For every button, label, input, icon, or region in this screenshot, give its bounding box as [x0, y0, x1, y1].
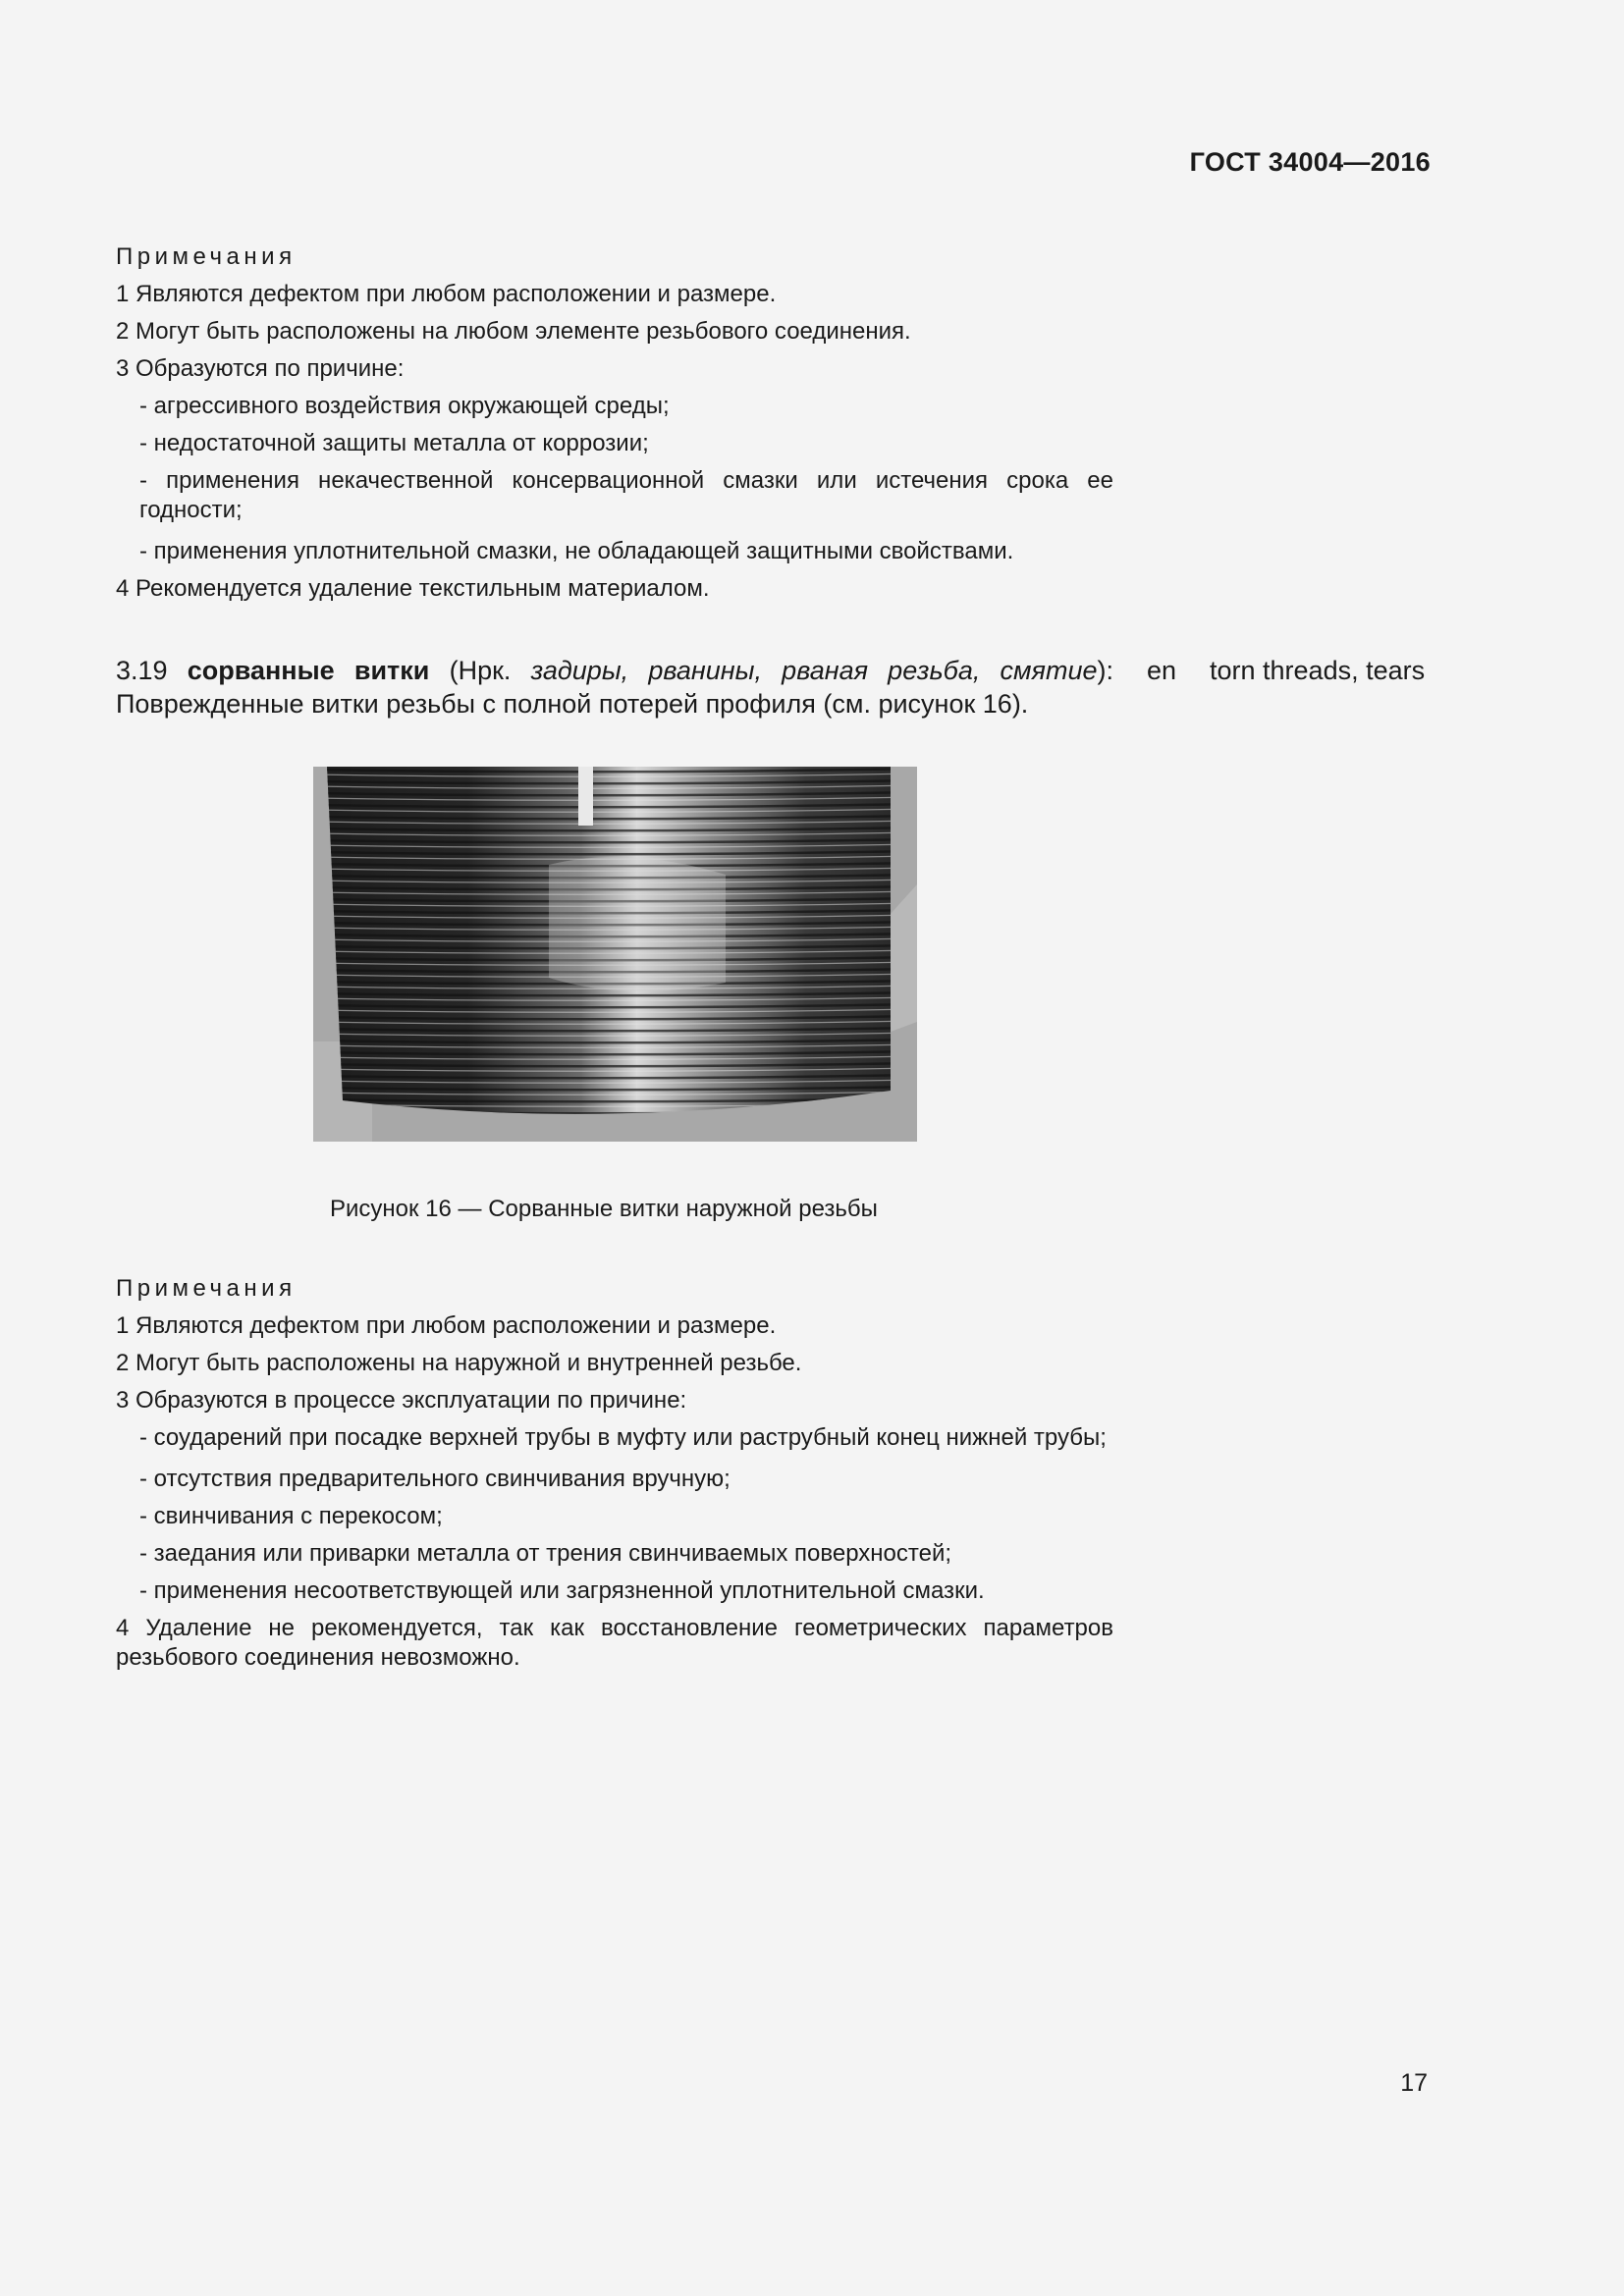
note-bullet: - заедания или приварки металла от трения свинчиваемых поверхностей;	[139, 1540, 952, 1567]
note-item: 3 Образуются по причине:	[116, 355, 405, 382]
note-item: 1 Являются дефектом при любом расположении и размере.	[116, 1312, 777, 1339]
threaded-pipe-photo	[313, 767, 917, 1142]
document-id: ГОСТ 34004—2016	[1189, 147, 1431, 177]
notes-heading: Примечания	[116, 1275, 297, 1302]
figure-16-photo	[313, 767, 917, 1142]
note-item: 4 Рекомендуется удаление текстильным материалом.	[116, 575, 710, 602]
note-item: 1 Являются дефектом при любом расположении и размере.	[116, 281, 777, 307]
language-code: en	[1147, 656, 1177, 685]
note-item: 2 Могут быть расположены на наружной и внутренней резьбе.	[116, 1350, 802, 1376]
note-bullet: - применения несоответствующей или загрязненной уплотнительной смазки.	[139, 1577, 985, 1604]
note-bullet: - применения некачественной консервационной смазки или истечения срока ее годности;	[139, 467, 1113, 523]
note-bullet: - применения уплотнительной смазки, не обладающей защитными свойствами.	[139, 538, 1014, 564]
note-bullet: - агрессивного воздействия окружающей среды;	[139, 393, 670, 419]
notes-heading: Примечания	[116, 243, 297, 270]
notes-block-1	[116, 239, 1113, 608]
english-term: torn threads, tears	[1210, 656, 1426, 685]
note-item: 2 Могут быть расположены на любом элементе резьбового соединения.	[116, 318, 911, 345]
note-bullet: - недостаточной защиты металла от коррозии;	[139, 430, 649, 456]
term-definition	[116, 654, 1113, 721]
figure-caption: Рисунок 16 — Сорванные витки наружной резьбы	[330, 1196, 878, 1222]
note-item: 3 Образуются в процессе эксплуатации по причине:	[116, 1387, 687, 1414]
term-definition-text: Поврежденные витки резьбы с полной потерей профиля (см. рисунок 16).	[116, 689, 1029, 719]
note-bullet: - отсутствия предварительного свинчивания вручную;	[139, 1466, 731, 1492]
term-number: 3.19	[116, 656, 188, 685]
note-bullet: - свинчивания с перекосом;	[139, 1503, 443, 1529]
term-synonyms: задиры, рванины, рваная резьба, смятие	[530, 656, 1098, 685]
notes-block-2	[116, 1270, 1113, 1673]
term-close: ):	[1097, 656, 1114, 685]
term-name: сорванные витки	[187, 656, 430, 685]
page-number: 17	[1400, 2069, 1428, 2097]
note-item: 4 Удаление не рекомендуется, так как восстановление геометрических параметров резьбового соединения невозможно.	[116, 1615, 1113, 1671]
note-bullet: - соударений при посадке верхней трубы в муфту или раструбный конец нижней трубы;	[139, 1424, 1107, 1451]
term-open: (Нрк.	[429, 656, 531, 685]
